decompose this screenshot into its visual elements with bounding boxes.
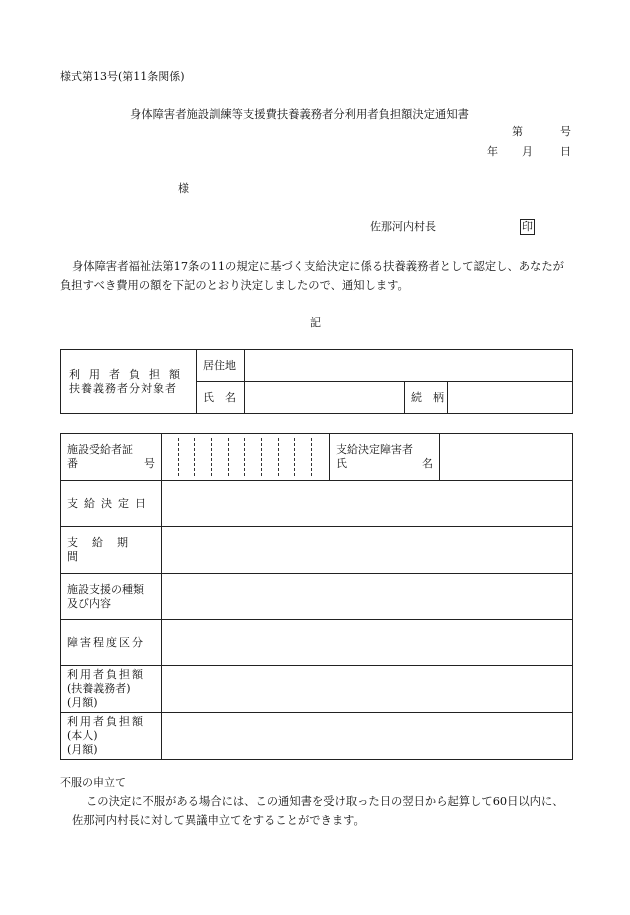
relation-field[interactable] [448, 382, 573, 414]
recipient-label: 支給決定障害者 氏 名 [330, 434, 440, 481]
burden-guardian-line2: (扶養義務者) [67, 682, 131, 695]
decision-date-label: 支給決定日 [61, 481, 162, 527]
appeal-heading: 不服の申立て [60, 776, 126, 789]
support-type-line2: 及び内容 [67, 596, 111, 610]
number-suffix: 号 [560, 125, 571, 138]
burden-self-line1: 利用者負担額 [67, 715, 145, 728]
address-field[interactable] [245, 350, 573, 382]
address-label: 居住地 [197, 350, 245, 382]
burden-target-label [61, 350, 197, 414]
date-month: 月 [522, 145, 533, 158]
appeal-text: この決定に不服がある場合には、この通知書を受け取った日の翌日から起算して60日以内に、佐那河内村長に対して異議申立てをすることができます。 [72, 795, 564, 827]
recipient-name-field[interactable] [440, 434, 573, 481]
facility-number-label: 施設受給者証 番 号 [61, 434, 162, 481]
addressee-suffix: 様 [178, 182, 189, 195]
name-label: 氏 名 [197, 382, 245, 414]
ki-heading: 記 [310, 316, 321, 329]
seal-mark: 印 [522, 220, 533, 233]
burden-self-line3: (月額) [67, 743, 98, 756]
burden-self-field[interactable] [162, 713, 573, 760]
burden-label-line2: 扶養義務者分対象者 [69, 381, 177, 395]
burden-self-line2: (本人) [67, 729, 98, 742]
facility-number-line1: 施設受給者証 [67, 443, 133, 456]
burden-label-line1: 利用者負担額 [69, 367, 189, 381]
period-field[interactable] [162, 527, 573, 574]
disability-class-label: 障害程度区分 [61, 620, 162, 666]
period-label: 支給期間 [61, 527, 162, 574]
target-person-table [60, 349, 573, 414]
support-type-field[interactable] [162, 574, 573, 620]
disability-class-field[interactable] [162, 620, 573, 666]
burden-guardian-field[interactable] [162, 666, 573, 713]
date-year: 年 [487, 145, 498, 158]
support-type-label [61, 574, 162, 620]
number-prefix: 第 [512, 125, 523, 138]
facility-number-field[interactable] [162, 434, 330, 481]
date-day: 日 [560, 145, 571, 158]
name-field[interactable] [245, 382, 405, 414]
document-title: 身体障害者施設訓練等支援費扶養義務者分利用者負担額決定通知書 [130, 108, 469, 121]
decision-date-field[interactable] [162, 481, 573, 527]
support-type-line1: 施設支援の種類 [67, 582, 144, 596]
decision-table [60, 433, 573, 760]
recipient-line1: 支給決定障害者 [336, 443, 413, 456]
form-number: 様式第13号(第11条関係) [60, 70, 185, 83]
burden-guardian-label [61, 666, 162, 713]
relation-label: 続 柄 [405, 382, 448, 414]
body-text: 身体障害者福祉法第17条の11の規定に基づく支給決定に係る扶養義務者として認定し、あなたが負担すべき費用の額を下記のとおり決定しましたので、通知します。 [60, 260, 564, 292]
burden-guardian-line1: 利用者負担額 [67, 668, 145, 681]
burden-self-label [61, 713, 162, 760]
burden-guardian-line3: (月額) [67, 696, 98, 709]
issuer-name: 佐那河内村長 [370, 220, 436, 233]
